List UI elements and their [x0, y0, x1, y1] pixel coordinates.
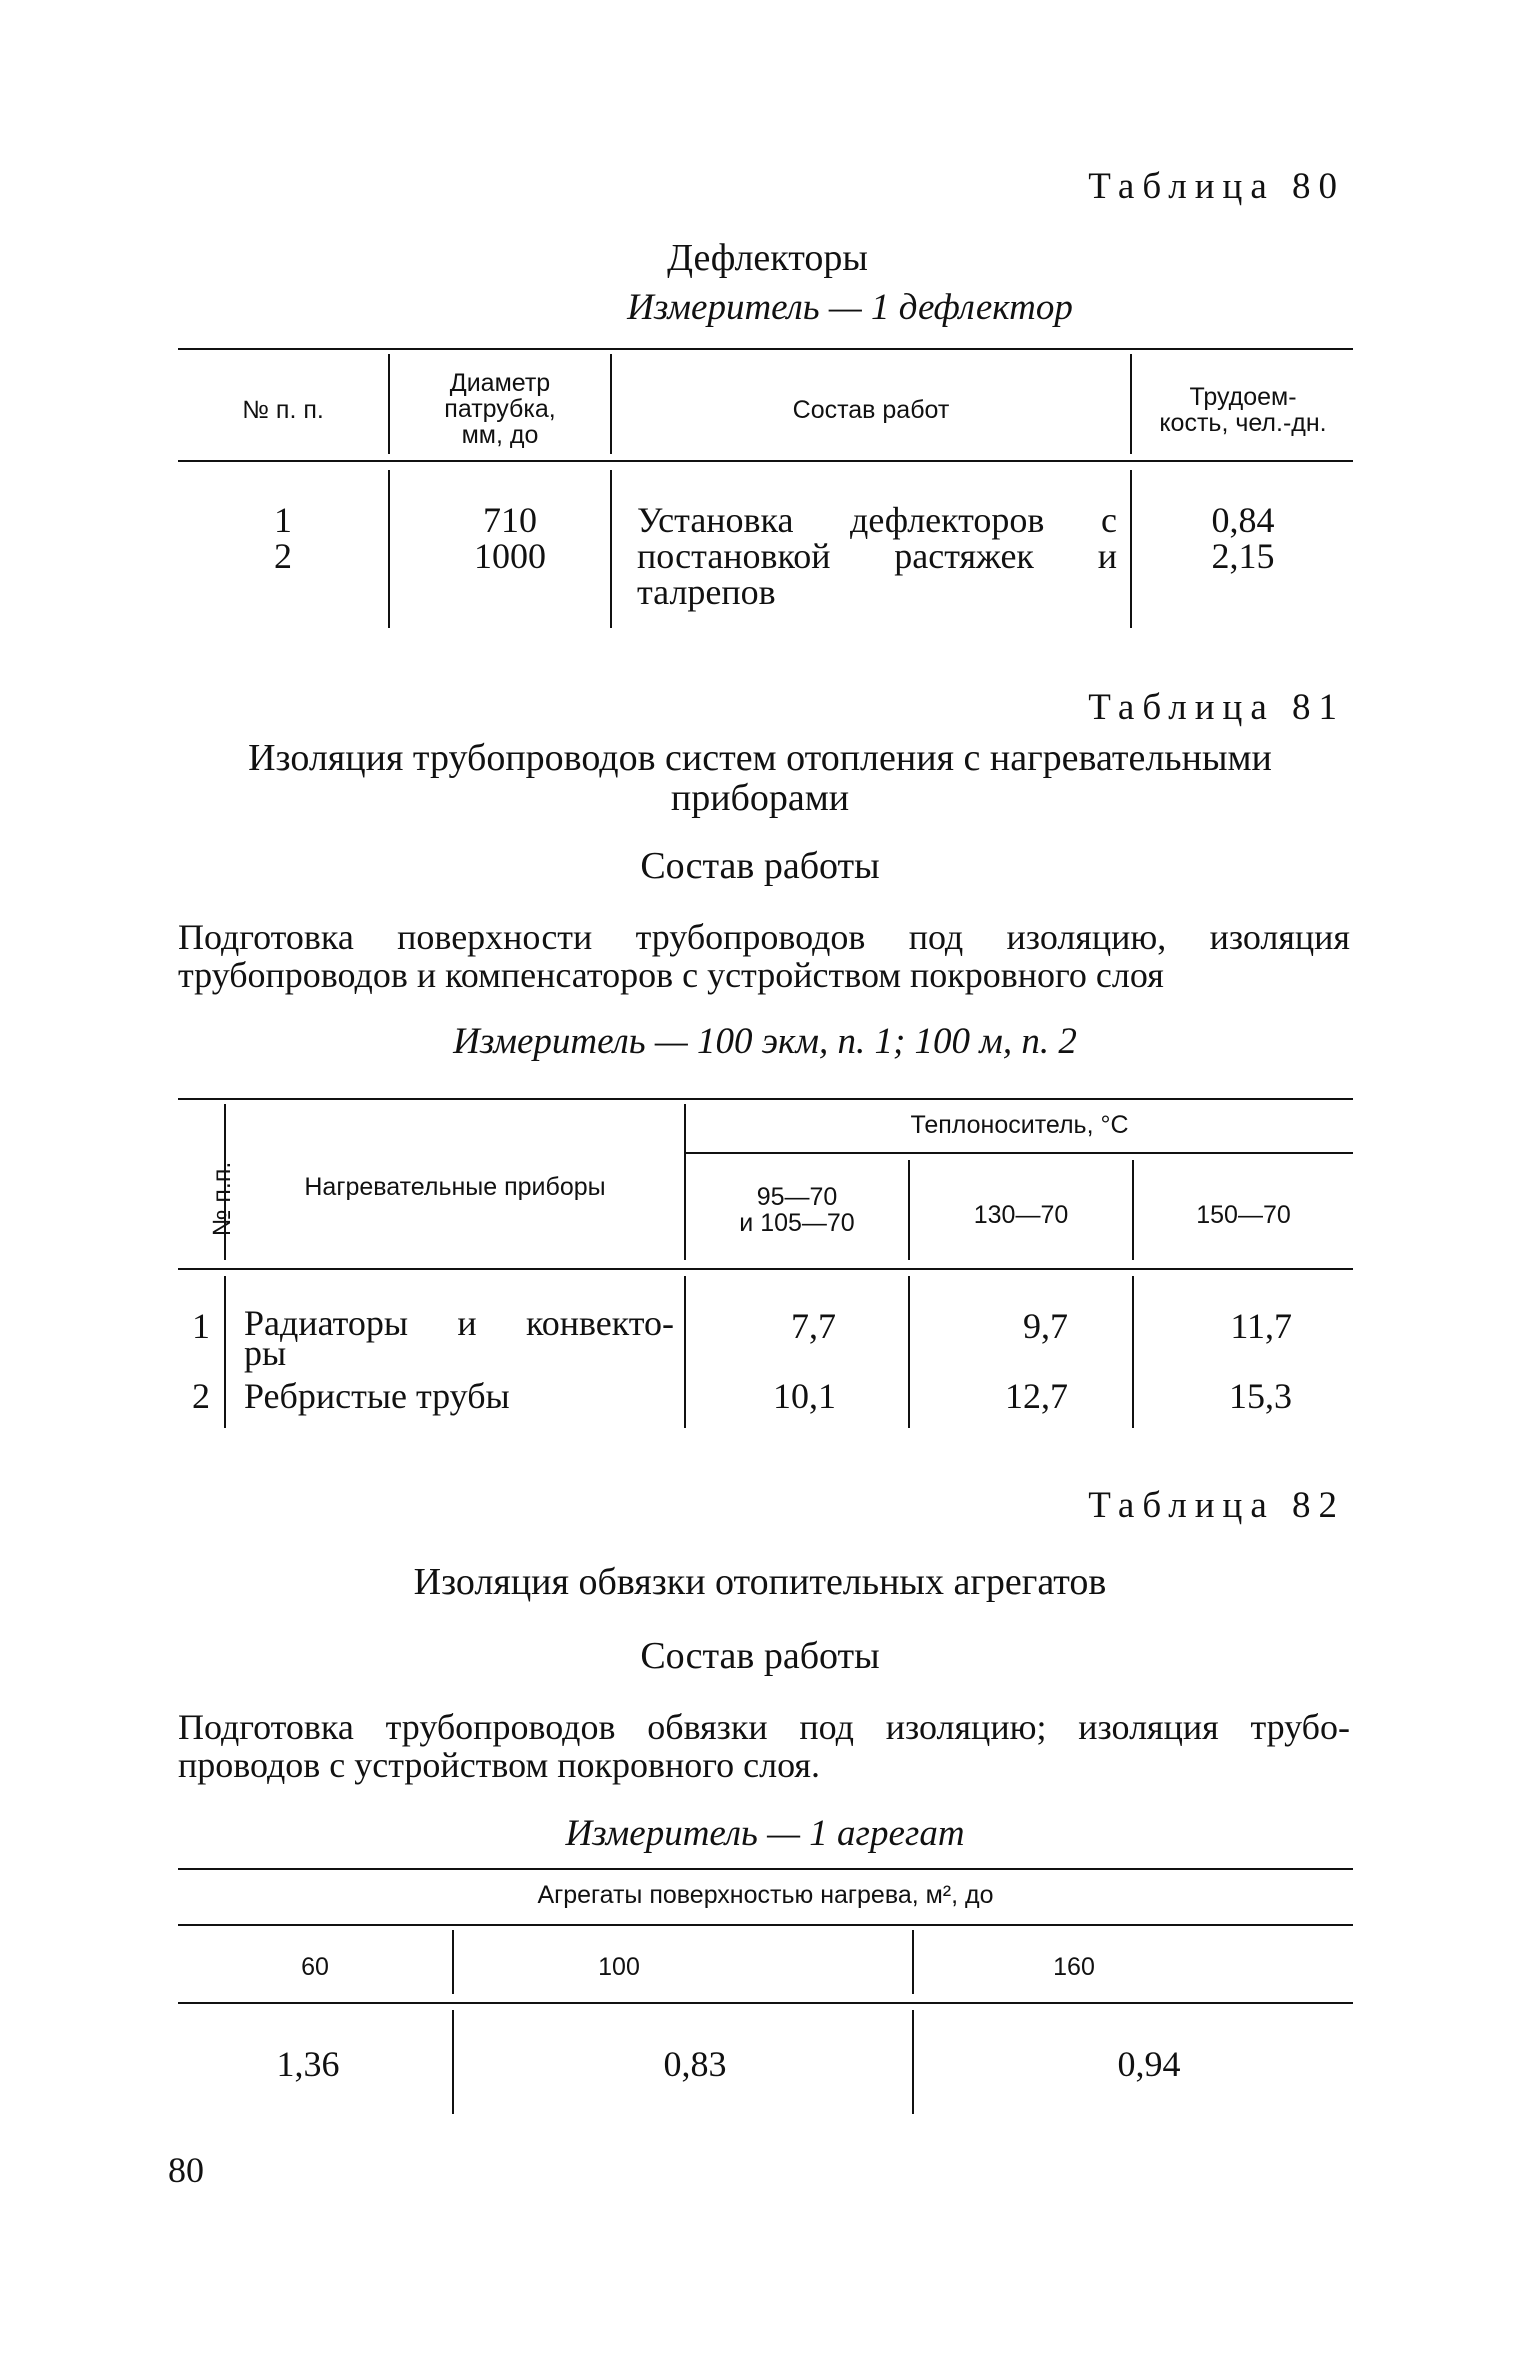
table-81-col-num: № п.п. — [208, 1161, 236, 1237]
table-82-value-100: 0,83 — [663, 2044, 727, 2084]
table-82-value-160: 0,94 — [1117, 2044, 1181, 2084]
table-80-labor-column: 0,84 2,15 — [1211, 500, 1275, 576]
table-81-header-rule — [178, 1268, 1353, 1270]
table-82-title: Изоляция обвязки отопительных агрегатов — [413, 1561, 1107, 1603]
table-80-label: Таблица 80 — [1088, 166, 1345, 207]
table-80-vline — [388, 470, 390, 628]
table-80-col-work: Состав работ — [792, 396, 950, 424]
table-81-col-c2: 130—70 — [973, 1201, 1069, 1229]
table-81-col-devices: Нагревательные приборы — [304, 1173, 606, 1201]
table-81-measure: Измеритель — 100 экм, п. 1; 100 м, п. 2 — [453, 1021, 1077, 1062]
table-80-header-rule — [178, 460, 1353, 462]
table-81-num-1: 1 — [192, 1306, 210, 1346]
table-82-composition-title: Состав работы — [640, 1635, 880, 1677]
table-82-vline — [452, 2010, 454, 2114]
table-80-top-rule — [178, 348, 1353, 350]
table-81-subheader-rule — [686, 1152, 1353, 1154]
page-number: 80 — [168, 2150, 204, 2190]
table-80-num-column — [178, 502, 388, 574]
table-80-col-num: № п. п. — [242, 396, 324, 424]
table-80-col-diam: Диаметр патрубка, мм, до — [444, 369, 556, 449]
table-82-top-rule — [178, 1868, 1353, 1870]
table-row: 2 — [274, 536, 292, 576]
table-81-col-carrier: Теплоноситель, °С — [910, 1111, 1129, 1139]
table-82-label: Таблица 82 — [1088, 1485, 1345, 1526]
table-82-col-60: 60 — [301, 1953, 329, 1981]
table-81-top-rule — [178, 1098, 1353, 1100]
table-81-title: Изоляция трубопроводов систем отопления с нагревательными приборами — [248, 737, 1272, 819]
table-81-vline — [224, 1276, 226, 1428]
table-row: 1 — [274, 500, 292, 540]
table-81-v1-1: 7,7 — [791, 1306, 836, 1346]
table-81-num-2: 2 — [192, 1376, 210, 1416]
table-81-v3-2: 15,3 — [1229, 1376, 1292, 1416]
table-82-composition-text: Подготовка трубопроводов обвязки под изоляцию; изоляция трубо- проводов с устройством покровного слоя. — [178, 1707, 1350, 1785]
table-82-value-60: 1,36 — [276, 2044, 340, 2084]
table-81-v2-1: 9,7 — [1023, 1306, 1068, 1346]
table-82-col-100: 100 — [598, 1953, 640, 1981]
table-81-col-c3: 150—70 — [1196, 1201, 1291, 1229]
table-81-name-1: Радиаторы и конвекто- ры — [244, 1303, 674, 1373]
table-80-measure: Измеритель — 1 дефлектор — [627, 287, 1073, 328]
table-81-name-2: Ребристые трубы — [244, 1376, 510, 1416]
table-81-label: Таблица 81 — [1088, 687, 1345, 728]
table-82-col-160: 160 — [1053, 1953, 1095, 1981]
table-81-composition-text: Подготовка поверхности трубопроводов под изоляцию, изоляция трубопроводов и компенсаторов с устройством покровного слоя — [178, 917, 1350, 995]
table-80-title: Дефлекторы — [667, 237, 868, 279]
table-80-work-cell: Установка дефлекторов с постановкой растяжек и талрепов — [637, 500, 1117, 612]
table-82-header: Агрегаты поверхностью нагрева, м², до — [537, 1881, 994, 1909]
table-81-v2-2: 12,7 — [1005, 1376, 1068, 1416]
table-80-col-labor: Трудоем- кость, чел.-дн. — [1159, 383, 1327, 437]
table-82-measure: Измеритель — 1 агрегат — [565, 1813, 965, 1854]
table-80-diam-column: 710 1000 — [474, 500, 546, 576]
table-81-v1-2: 10,1 — [773, 1376, 836, 1416]
table-81-v3-1: 11,7 — [1230, 1306, 1292, 1346]
table-82-header-rule — [178, 1924, 1353, 1926]
table-82-body-rule — [178, 2002, 1353, 2004]
table-81-composition-title: Состав работы — [640, 845, 880, 887]
table-81-col-c1: 95—70 и 105—70 — [739, 1183, 855, 1237]
